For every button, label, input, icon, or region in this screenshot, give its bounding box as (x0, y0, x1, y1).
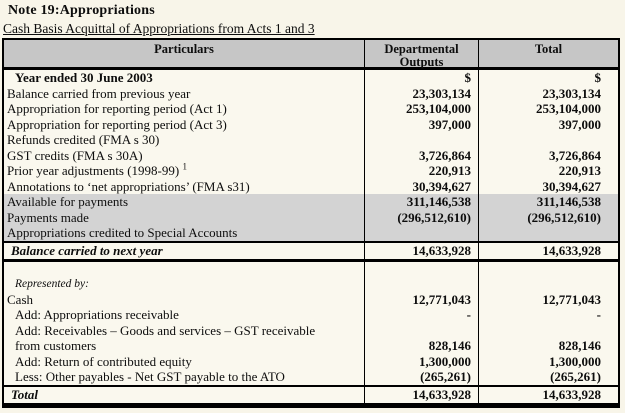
departmental-outputs-value (364, 225, 478, 241)
departmental-outputs-value: (296,512,610) (364, 210, 478, 226)
table-row (4, 241, 618, 262)
departmental-outputs-value (364, 132, 478, 148)
table-row (4, 70, 618, 86)
departmental-outputs-value: 253,104,000 (364, 101, 478, 117)
departmental-outputs-value: 23,303,134 (364, 86, 478, 102)
total-value: 311,146,538 (478, 194, 618, 210)
row-label: Total (11, 386, 38, 402)
table-row (4, 148, 618, 164)
row-label: Refunds credited (FMA s 30) (7, 132, 160, 147)
departmental-outputs-value (364, 274, 478, 292)
total-value: (265,261) (478, 369, 618, 385)
departmental-outputs-value: 1,300,000 (364, 354, 478, 370)
table-row (4, 369, 618, 385)
table-row (4, 132, 618, 148)
row-label: from customers (15, 338, 97, 353)
table-row (4, 262, 618, 274)
table-row (4, 307, 618, 323)
departmental-outputs-value (364, 323, 478, 339)
table-row (4, 323, 618, 339)
departmental-outputs-value: 220,913 (364, 163, 478, 179)
table-row (4, 292, 618, 308)
departmental-outputs-value: 14,633,928 (364, 387, 478, 403)
row-label: Balance carried from previous year (7, 85, 191, 101)
total-value: 828,146 (478, 338, 618, 354)
row-label: Less: Other payables - Net GST payable to the ATO (15, 369, 285, 384)
total-value (478, 274, 618, 292)
total-value: 23,303,134 (478, 86, 618, 102)
note-title: Note 19:Appropriations (8, 3, 155, 18)
column-header-particulars: Particulars (154, 42, 214, 56)
departmental-outputs-value: 3,726,864 (364, 148, 478, 164)
table-row (4, 274, 618, 292)
departmental-outputs-value: 30,394,627 (364, 179, 478, 195)
table-row (4, 210, 618, 226)
row-label: Payments made (7, 209, 89, 225)
departmental-outputs-value: (265,261) (364, 369, 478, 385)
table-row (4, 101, 618, 117)
table-row (4, 163, 618, 179)
total-value: 14,633,928 (478, 387, 618, 403)
row-label: Prior year adjustments (1998-99) $^1$ (7, 163, 187, 178)
appropriations-table (2, 38, 620, 408)
row-label (4, 262, 364, 274)
total-value (478, 225, 618, 241)
total-value: 397,000 (478, 117, 618, 133)
column-header-departmental-outputs: Departmental Outputs (364, 40, 478, 67)
row-label: Annotations to ‘net appropriations’ (FMA s31) (7, 178, 250, 194)
table-row (4, 179, 618, 195)
table-row (4, 385, 618, 406)
row-label: Appropriation for reporting period (Act 1) (7, 101, 227, 116)
row-label: Balance carried to next year (11, 242, 163, 258)
footnote-marker: 1 (182, 163, 187, 172)
table-row (4, 338, 618, 354)
row-label: Add: Receivables – Goods and services – GST receivable (15, 322, 316, 338)
total-value: 12,771,043 (478, 292, 618, 308)
departmental-outputs-value: 397,000 (364, 117, 478, 133)
table-row (4, 194, 618, 210)
total-value: 253,104,000 (478, 101, 618, 117)
table-row (4, 225, 618, 241)
total-value (478, 262, 618, 274)
departmental-outputs-value: 828,146 (364, 338, 478, 354)
total-value: 1,300,000 (478, 354, 618, 370)
departmental-outputs-value: 14,633,928 (364, 243, 478, 259)
departmental-outputs-value: 311,146,538 (364, 194, 478, 210)
table-body (4, 70, 618, 406)
total-value: 3,726,864 (478, 148, 618, 164)
row-label: Add: Appropriations receivable (15, 307, 179, 322)
departmental-outputs-value (364, 262, 478, 274)
row-label: Year ended 30 June 2003 (15, 70, 153, 85)
total-value (478, 132, 618, 148)
row-label: Add: Return of contributed equity (15, 353, 192, 369)
table-header-row (4, 40, 618, 70)
note-subtitle: Cash Basis Acquittal of Appropriations from Acts 1 and 3 (3, 21, 315, 36)
row-label: Represented by: (15, 277, 89, 290)
table-row (4, 86, 618, 102)
row-label: Available for payments (7, 194, 129, 209)
total-value: 30,394,627 (478, 179, 618, 195)
total-value: - (478, 307, 618, 323)
table-row (4, 354, 618, 370)
row-label: Appropriations credited to Special Accounts (7, 225, 238, 240)
table-row (4, 117, 618, 133)
departmental-outputs-value: - (364, 307, 478, 323)
row-label: Appropriation for reporting period (Act 3) (7, 116, 227, 132)
total-value (478, 323, 618, 339)
total-value: 220,913 (478, 163, 618, 179)
total-value: 14,633,928 (478, 243, 618, 259)
departmental-outputs-value: 12,771,043 (364, 292, 478, 308)
total-value: (296,512,610) (478, 210, 618, 226)
row-label: GST credits (FMA s 30A) (7, 147, 143, 163)
departmental-outputs-value: $ (364, 70, 478, 86)
column-header-total: Total (478, 40, 618, 67)
row-label: Cash (7, 291, 33, 307)
total-value: $ (478, 70, 618, 86)
